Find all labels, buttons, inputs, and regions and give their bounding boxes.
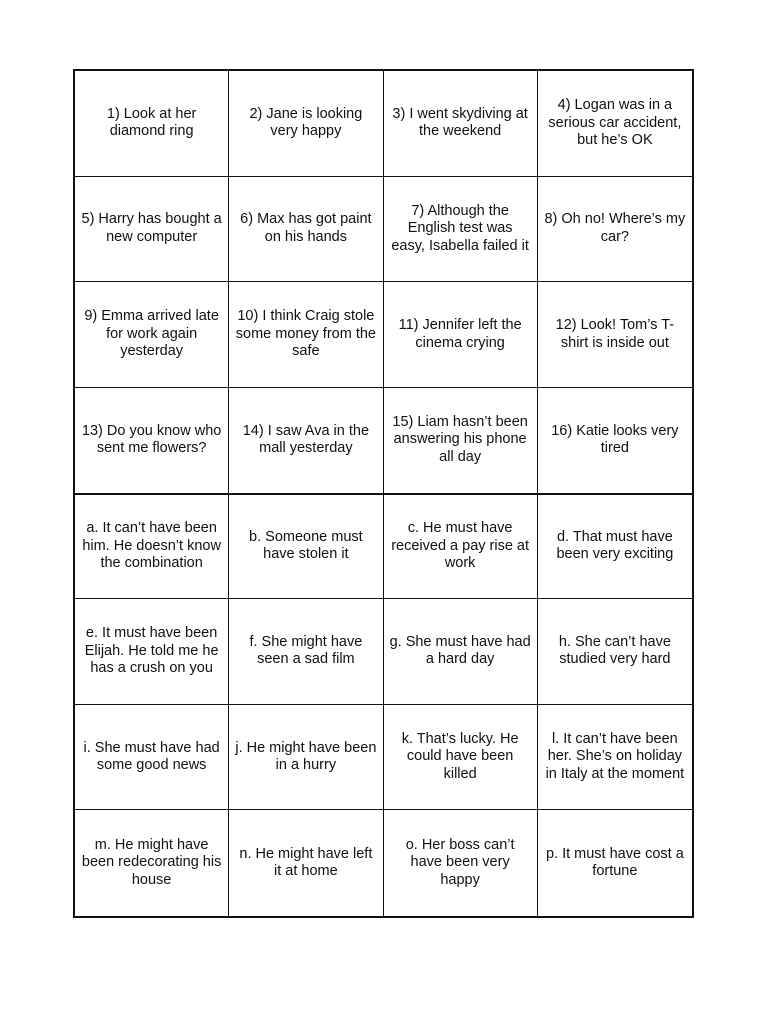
card-3 bbox=[384, 71, 538, 177]
card-6-text: 6) Max has got paint on his hands bbox=[240, 211, 372, 245]
card-l bbox=[538, 705, 692, 811]
card-j-text: j. He might have been in a hurry bbox=[235, 739, 377, 774]
card-d bbox=[538, 494, 692, 600]
card-6 bbox=[229, 177, 383, 283]
card-m bbox=[75, 810, 229, 916]
card-e-text: e. It must have been Elijah. He told me he has a crush on you bbox=[84, 625, 219, 677]
card-k bbox=[384, 705, 538, 811]
card-p-text: p. It must have cost a fortune bbox=[545, 845, 684, 880]
card-n-text: n. He might have left it at home bbox=[239, 845, 373, 880]
card-14 bbox=[229, 388, 383, 494]
card-8-text: 8) Oh no! Where’s my car? bbox=[544, 211, 686, 245]
card-11 bbox=[384, 282, 538, 388]
card-15 bbox=[384, 388, 538, 494]
card-j bbox=[229, 705, 383, 811]
card-3-text: 3) I went skydiving at the weekend bbox=[392, 105, 528, 140]
card-e bbox=[75, 599, 229, 705]
card-4-text: 4) Logan was in a serious car accident, but he’s OK bbox=[548, 97, 682, 149]
card-7-text: 7) Although the English test was easy, Isabella failed it bbox=[391, 202, 529, 254]
card-13 bbox=[75, 388, 229, 494]
card-grid bbox=[73, 69, 694, 918]
card-o bbox=[384, 810, 538, 916]
card-1-text: 1) Look at her diamond ring bbox=[106, 105, 197, 140]
card-i bbox=[75, 705, 229, 811]
card-11-text: 11) Jennifer left the cinema crying bbox=[398, 317, 522, 351]
card-16 bbox=[538, 388, 692, 494]
card-n bbox=[229, 810, 383, 916]
card-14-text: 14) I saw Ava in the mall yesterday bbox=[242, 422, 370, 457]
card-10-text: 10) I think Craig stole some money from the safe bbox=[235, 308, 376, 360]
card-15-text: 15) Liam hasn’t been answering his phone all day bbox=[392, 413, 528, 465]
card-o-text: o. Her boss can’t have been very happy bbox=[405, 836, 515, 888]
card-h bbox=[538, 599, 692, 705]
card-g bbox=[384, 599, 538, 705]
card-4 bbox=[538, 71, 692, 177]
card-m-text: m. He might have been redecorating his house bbox=[81, 836, 222, 888]
card-8 bbox=[538, 177, 692, 283]
card-l-text: l. It can’t have been her. She’s on holiday in Italy at the moment bbox=[545, 730, 685, 782]
card-a-text: a. It can’t have been him. He doesn’t know the combination bbox=[82, 520, 221, 572]
card-c-text: c. He must have received a pay rise at work bbox=[391, 520, 530, 572]
card-i-text: i. She must have had some good news bbox=[83, 739, 220, 774]
card-5-text: 5) Harry has bought a new computer bbox=[81, 211, 222, 245]
card-13-text: 13) Do you know who sent me flowers? bbox=[81, 422, 222, 457]
card-a bbox=[75, 494, 229, 600]
card-1 bbox=[75, 71, 229, 177]
card-f-text: f. She might have seen a sad film bbox=[249, 633, 363, 668]
card-9-text: 9) Emma arrived late for work again yesterday bbox=[84, 308, 219, 360]
card-b bbox=[229, 494, 383, 600]
card-12-text: 12) Look! Tom’s T-shirt is inside out bbox=[555, 317, 675, 351]
card-g-text: g. She must have had a hard day bbox=[389, 633, 531, 668]
card-d-text: d. That must have been very exciting bbox=[556, 528, 674, 563]
card-10 bbox=[229, 282, 383, 388]
card-16-text: 16) Katie looks very tired bbox=[551, 422, 679, 457]
card-h-text: h. She can’t have studied very hard bbox=[558, 633, 671, 668]
card-k-text: k. That’s lucky. He could have been killed bbox=[401, 730, 519, 782]
card-p bbox=[538, 810, 692, 916]
card-5 bbox=[75, 177, 229, 283]
card-7 bbox=[384, 177, 538, 283]
card-12 bbox=[538, 282, 692, 388]
card-2 bbox=[229, 71, 383, 177]
card-9 bbox=[75, 282, 229, 388]
card-c bbox=[384, 494, 538, 600]
card-2-text: 2) Jane is looking very happy bbox=[249, 105, 363, 140]
card-b-text: b. Someone must have stolen it bbox=[249, 528, 363, 563]
card-f bbox=[229, 599, 383, 705]
